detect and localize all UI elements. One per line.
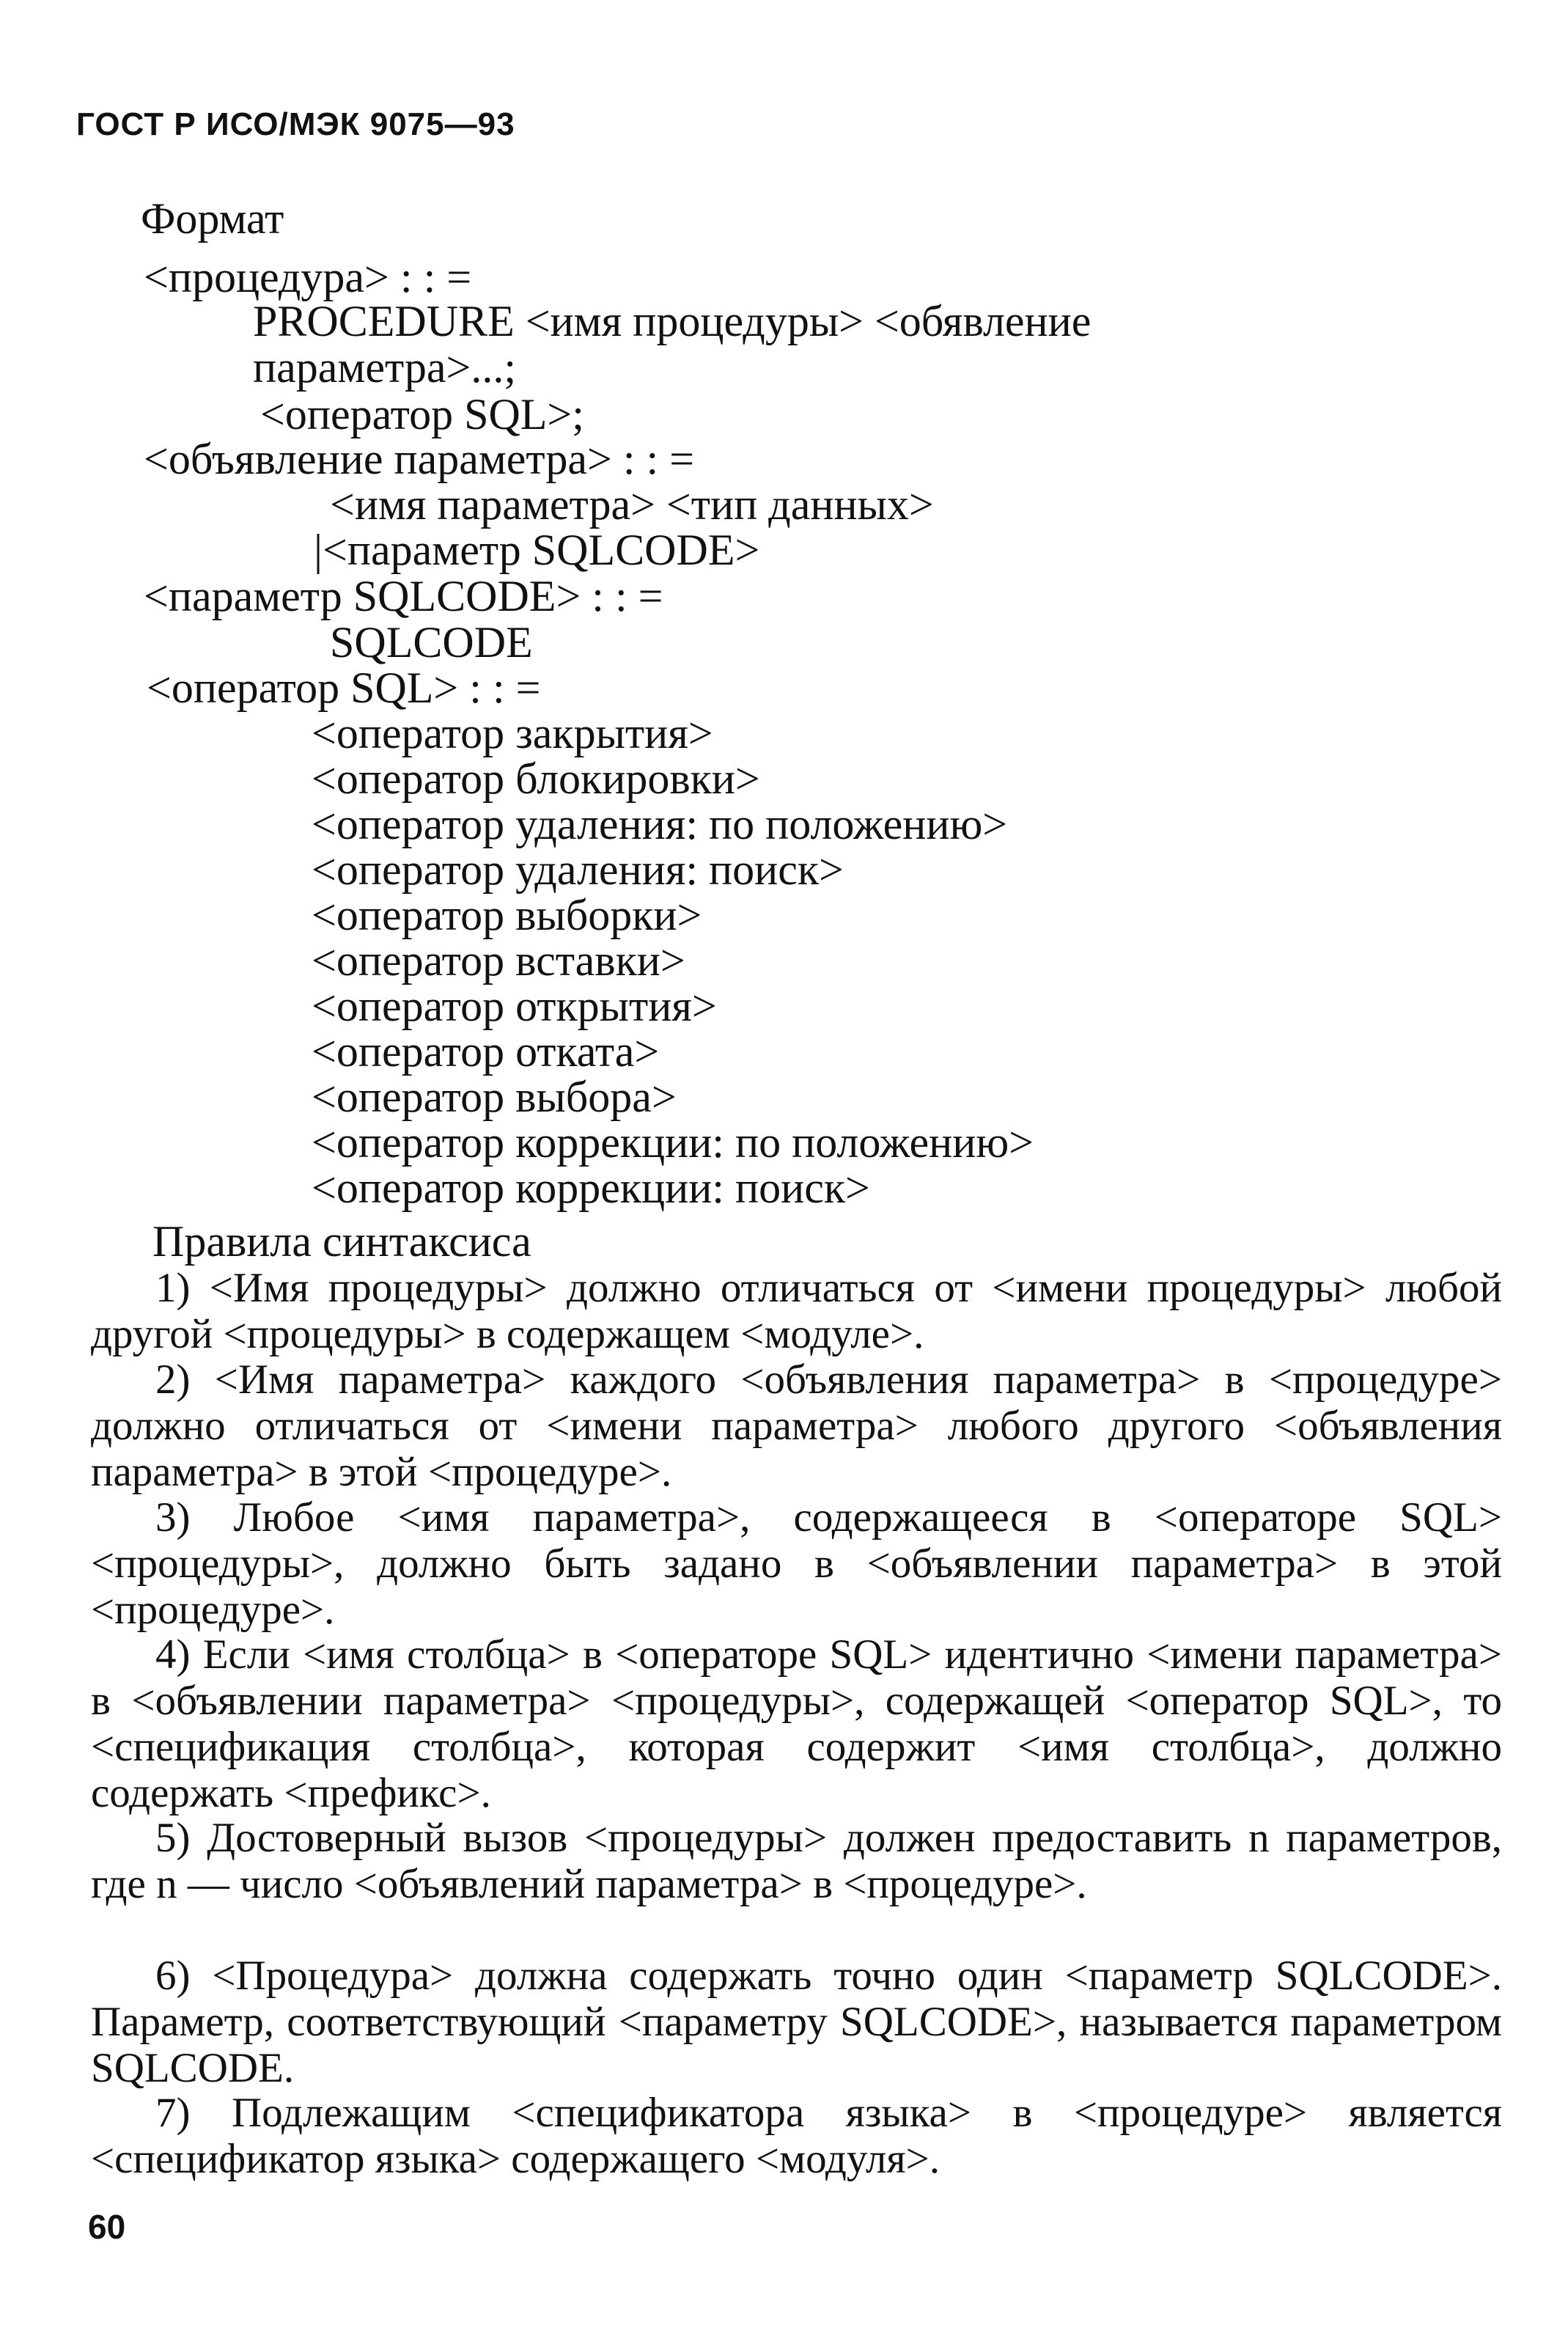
rules-title: Правила синтаксиса (152, 1217, 531, 1266)
syntax-line: PROCEDURE <имя процедуры> <обявление (253, 297, 1092, 345)
syntax-line: <оператор блокировки> (312, 754, 760, 803)
syntax-line: <оператор вставки> (312, 936, 685, 985)
rule-paragraph: 7) Подлежащим <спецификатора языка> в <процедуре> является <спецификатор языка> содержащего <модуля>. (91, 2090, 1502, 2182)
syntax-line: <оператор коррекции: по положению> (312, 1118, 1034, 1167)
rule-paragraph: 3) Любое <имя параметра>, содержащееся в <операторе SQL> <процедуры>, должно быть задано в <объявлении параметра> в этой <процедуре>. (91, 1494, 1502, 1633)
rule-paragraph: 6) <Процедура> должна содержать точно один <параметр SQLCODE>. Параметр, соответствующий <параметру SQLCODE>, называется параметром SQLCODE. (91, 1953, 1502, 2091)
syntax-line: <оператор открытия> (312, 982, 717, 1030)
syntax-line: |<параметр SQLCODE> (314, 526, 760, 574)
syntax-line: <оператор удаления: поиск> (312, 845, 844, 894)
syntax-line: <оператор выборки> (312, 891, 702, 939)
page-number: 60 (88, 2208, 126, 2246)
rule-paragraph: 4) Если <имя столбца> в <операторе SQL> идентично <имени параметра> в <объявлении параметра> <процедуры>, содержащей <оператор SQL>, то <спецификация столбца>, которая содержит <имя столбца>, должно содержать <префикс>. (91, 1631, 1502, 1816)
syntax-line: <имя параметра> <тип данных> (330, 480, 934, 529)
syntax-line: <оператор коррекции: поиск> (312, 1164, 870, 1212)
syntax-line: <процедура> : : = (144, 253, 472, 301)
syntax-line: SQLCODE (330, 618, 533, 667)
syntax-line: <параметр SQLCODE> : : = (144, 572, 663, 620)
syntax-line: <оператор SQL> : : = (147, 664, 541, 712)
syntax-line: <оператор выбора> (312, 1073, 677, 1121)
format-title: Формат (141, 194, 284, 243)
syntax-line: параметра>...; (253, 343, 517, 392)
syntax-line: <оператор SQL>; (260, 390, 584, 438)
syntax-line: <оператор отката> (312, 1027, 660, 1076)
syntax-line: <оператор удаления: по положению> (312, 800, 1008, 848)
syntax-line: <объявление параметра> : : = (144, 435, 695, 483)
page-header: ГОСТ Р ИСО/МЭК 9075—93 (76, 106, 515, 142)
rule-paragraph: 5) Достоверный вызов <процедуры> должен предоставить n параметров, где n — число <объявлений параметра> в <процедуре>. (91, 1815, 1502, 1907)
rule-paragraph: 2) <Имя параметра> каждого <объявления параметра> в <процедуре> должно отличаться от <имени параметра> любого другого <объявления параметра> в этой <процедуре>. (91, 1356, 1502, 1495)
syntax-line: <оператор закрытия> (312, 709, 713, 757)
rule-paragraph: 1) <Имя процедуры> должно отличаться от <имени процедуры> любой другой <процедуры> в содержащем <модуле>. (91, 1265, 1502, 1357)
